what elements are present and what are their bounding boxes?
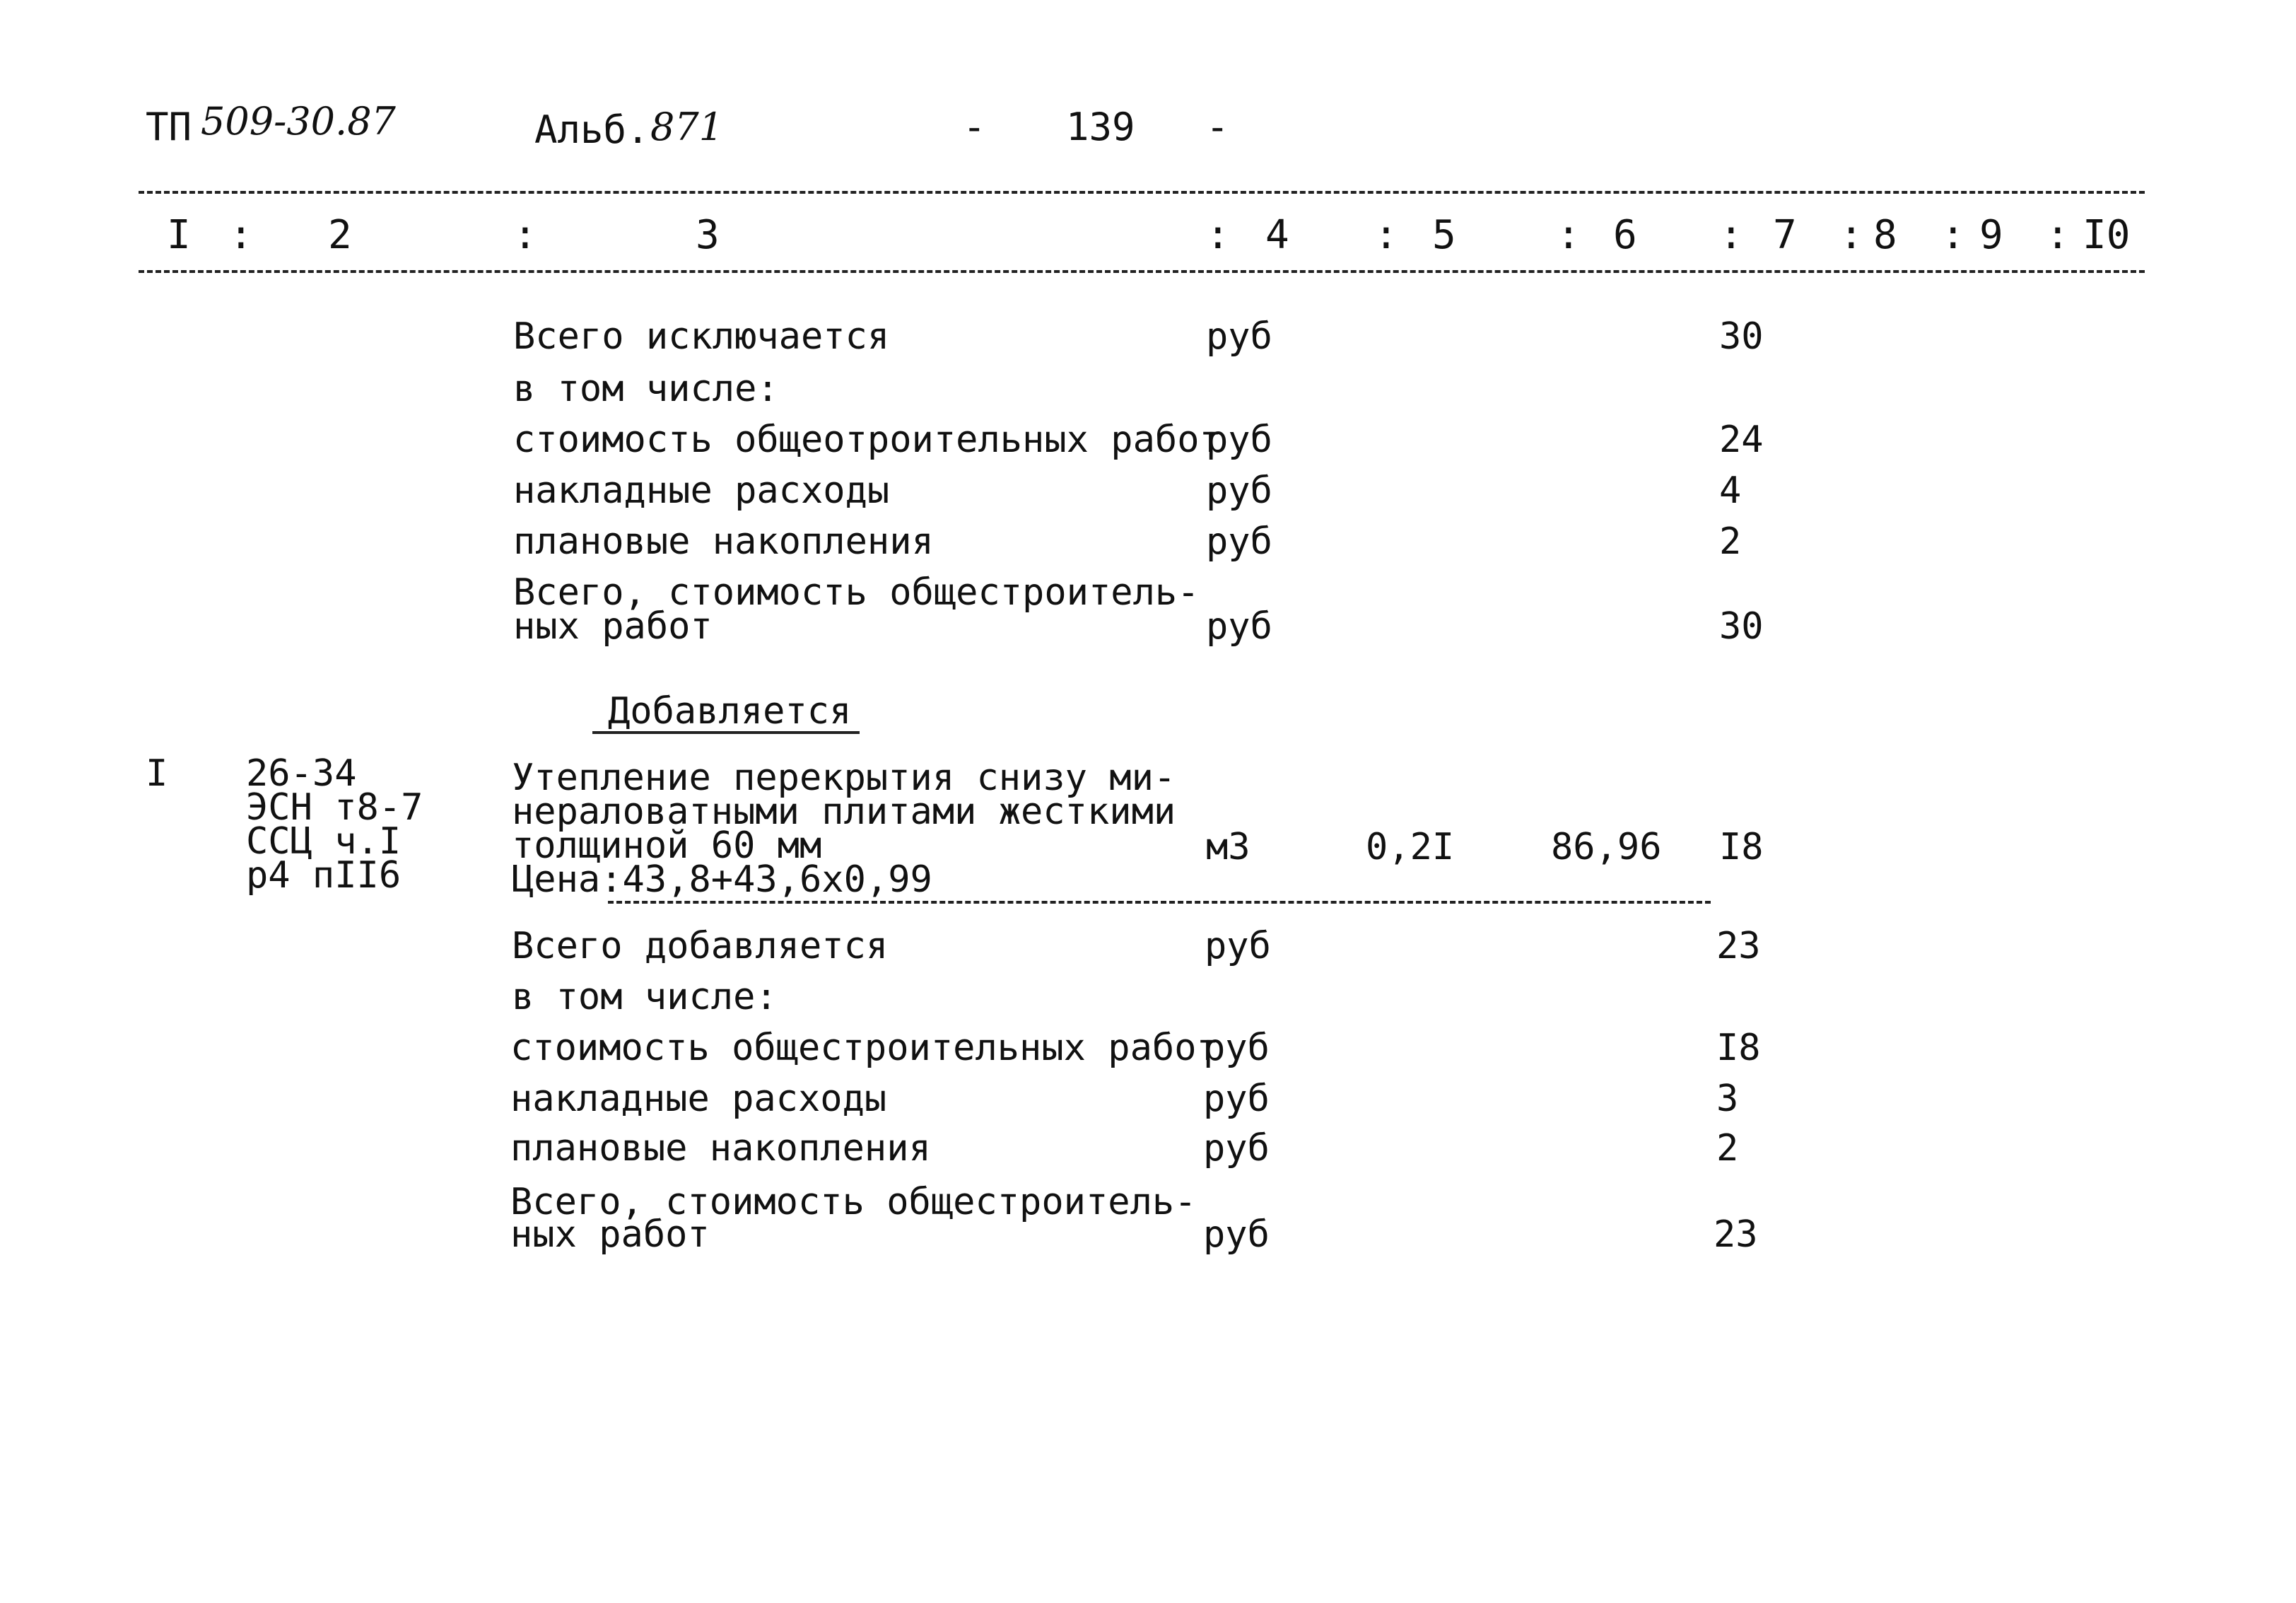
col-header-4: 4 <box>1265 212 1289 258</box>
position-code-line: 26-34 <box>246 752 357 795</box>
added-item-value: I8 <box>1716 1027 1761 1069</box>
col-sep-6: : <box>1557 212 1581 258</box>
added-item-value: 2 <box>1716 1127 1739 1170</box>
col-sep-4: : <box>1206 212 1230 258</box>
position-total: I8 <box>1719 826 1764 868</box>
excluded-total-unit: руб <box>1206 315 1272 358</box>
added-including-label: в том числе: <box>512 976 778 1018</box>
col-header-10: I0 <box>2083 212 2131 258</box>
tp-prefix: ТП <box>146 105 192 149</box>
excluded-total-label: Всего исключается <box>513 315 890 358</box>
added-item-unit: руб <box>1203 1027 1270 1069</box>
col-header-9: 9 <box>1979 212 2003 258</box>
excluded-item-unit: руб <box>1206 419 1272 461</box>
position-rule <box>608 901 1711 904</box>
table-top-rule <box>139 191 2145 194</box>
position-price: 86,96 <box>1551 826 1662 868</box>
col-header-5: 5 <box>1432 212 1456 258</box>
col-sep-10: : <box>2046 212 2070 258</box>
excluded-item-unit: руб <box>1206 520 1272 563</box>
added-heading-underline <box>592 731 860 734</box>
added-item-label: стоимость общестроительных работ <box>510 1027 1219 1069</box>
position-quantity: 0,2I <box>1366 826 1455 868</box>
excluded-including-label: в том числе: <box>513 368 779 410</box>
added-item-label: накладные расходы <box>510 1078 887 1120</box>
position-desc-line: Цена:43,8+43,6х0,99 <box>512 858 932 901</box>
added-grand-total-value: 23 <box>1714 1213 1758 1256</box>
position-code-line: ЭСН т8-7 <box>246 786 423 829</box>
col-header-6: 6 <box>1613 212 1637 258</box>
excluded-item-value: 4 <box>1719 470 1742 512</box>
added-total-value: 23 <box>1716 925 1761 967</box>
col-sep-9: : <box>1941 212 1965 258</box>
added-grand-total-line2: ных работ <box>510 1213 710 1256</box>
excluded-item-label: стоимость общеотроительных работ <box>513 419 1222 461</box>
added-grand-total-line1: Всего, стоимость общестроитель- <box>510 1181 1197 1223</box>
col-header-3: 3 <box>696 212 720 258</box>
position-code-line: р4 пII6 <box>246 854 402 897</box>
added-item-unit: руб <box>1203 1127 1270 1170</box>
col-sep-8: : <box>1839 212 1863 258</box>
col-sep-5: : <box>1374 212 1398 258</box>
position-code-line: ССЦ ч.I <box>246 820 402 863</box>
col-sep-2: : <box>229 212 253 258</box>
added-grand-total-unit: руб <box>1203 1213 1270 1256</box>
added-item-unit: руб <box>1203 1078 1270 1120</box>
added-heading: Добавляется <box>608 690 852 733</box>
col-header-8: 8 <box>1873 212 1897 258</box>
position-desc-line: Утепление перекрытия снизу ми- <box>512 757 1176 799</box>
table-header-rule <box>139 270 2145 273</box>
col-header-1: I <box>167 212 191 258</box>
position-number: I <box>146 752 168 795</box>
page-dash-right: - <box>1206 105 1229 149</box>
added-item-value: 3 <box>1716 1078 1739 1120</box>
excluded-total-value: 30 <box>1719 315 1764 358</box>
excluded-item-label: плановые накопления <box>513 520 934 563</box>
tp-number: 509-30.87 <box>201 99 396 144</box>
excluded-grand-total-line2: ных работ <box>513 605 713 648</box>
position-desc-line: толщиной 60 мм <box>512 824 822 867</box>
col-header-2: 2 <box>328 212 352 258</box>
excluded-grand-total-line1: Всего, стоимость общестроитель- <box>513 571 1200 614</box>
excluded-item-unit: руб <box>1206 470 1272 512</box>
excluded-item-value: 24 <box>1719 419 1764 461</box>
page-number: 139 <box>1066 105 1135 149</box>
col-sep-3: : <box>513 212 537 258</box>
col-sep-7: : <box>1719 212 1743 258</box>
added-total-label: Всего добавляется <box>512 925 889 967</box>
position-unit: м3 <box>1206 826 1250 868</box>
page-dash-left: - <box>963 105 986 149</box>
position-desc-line: нераловатными плитами жесткими <box>512 791 1176 833</box>
col-header-7: 7 <box>1773 212 1797 258</box>
excluded-grand-total-value: 30 <box>1719 605 1764 648</box>
added-item-label: плановые накопления <box>510 1127 931 1170</box>
excluded-item-label: накладные расходы <box>513 470 890 512</box>
excluded-grand-total-unit: руб <box>1206 605 1272 648</box>
album-number: 871 <box>650 105 724 149</box>
album-prefix: Альб. <box>534 107 650 152</box>
added-total-unit: руб <box>1205 925 1271 967</box>
excluded-item-value: 2 <box>1719 520 1742 563</box>
